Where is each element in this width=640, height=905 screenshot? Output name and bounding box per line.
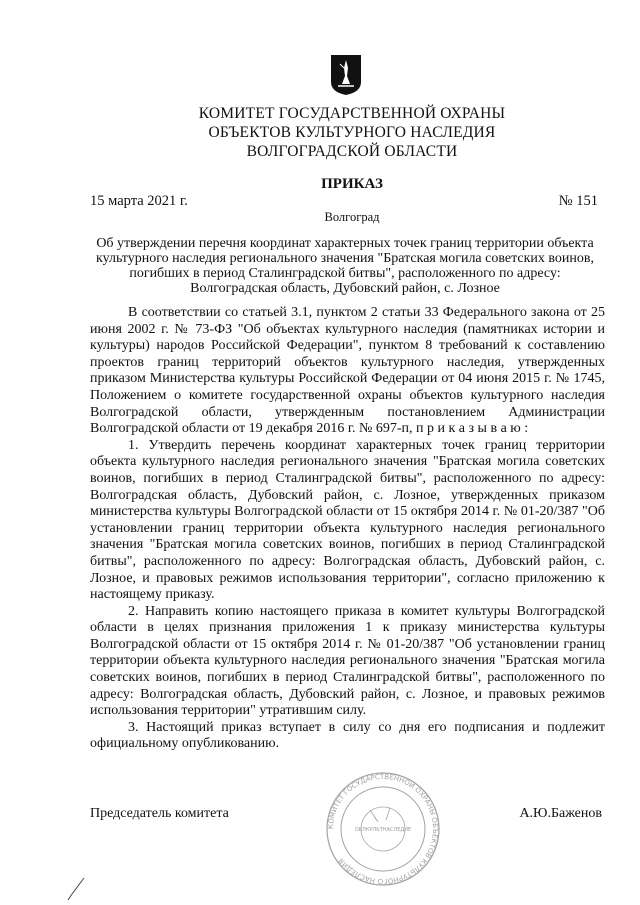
org-line: КОМИТЕТ ГОСУДАРСТВЕННОЙ ОХРАНЫ [198, 105, 506, 122]
order-city: Волгоград [324, 210, 380, 224]
seal-center-text: ОБЛКУЛЬТНАСЛЕДИЕ [354, 827, 412, 833]
org-line: ОБЪЕКТОВ КУЛЬТУРНОГО НАСЛЕДИЯ [208, 124, 496, 141]
order-subject: Об утверждении перечня координат характерных точек границ территории объекта культурного наследия регионального значения "Братская могила советских воинов, погибших в период Сталинградской битвы", расположенного по адресу: Волгоградская область, Дубовский район, с. Лозное [95, 236, 595, 296]
margin-mark-icon [62, 876, 92, 902]
seal-text: КОМИТЕТ ГОСУДАРСТВЕННОЙ ОХРАНЫ ОБЪЕКТОВ КУЛЬТУРНОГО НАСЛЕДИЯ [326, 772, 440, 886]
signer-position: Председатель комитета [90, 806, 229, 821]
seal-stamp-icon [318, 770, 448, 888]
order-number: № 151 [558, 193, 598, 209]
order-body [90, 305, 605, 753]
item-paragraph: 3. Настоящий приказ вступает в силу со дня его подписания и подлежит официальному опубликованию. [90, 719, 605, 752]
order-date: 15 марта 2021 г. [90, 193, 188, 209]
preamble-paragraph: В соответствии со статьей 3.1, пунктом 2 статьи 33 Федерального закона от 25 июня 2002 г. № 73-ФЗ "Об объектах культурного наследия (памятниках истории и культуры) народов Российской Федерации", пунктом 8 требований к составлению проектов границ территорий объектов культурного наследия, утвержденных приказом Министерства культуры Российской Федерации от 04 июня 2015 г. № 1745, Положением о комитете государственной охраны объектов культурного наследия Волгоградской области, утвержденным постановлением Администрации Волгоградской области от 19 декабря 2016 г. № 697-п, п р и к а з ы в а ю : [90, 305, 605, 437]
org-line: ВОЛГОГРАДСКОЙ ОБЛАСТИ [246, 143, 458, 160]
signer-name: А.Ю.Баженов [519, 806, 602, 821]
coat-of-arms-icon [330, 54, 362, 96]
item-paragraph: 1. Утвердить перечень координат характерных точек границ территории объекта культурного наследия регионального значения "Братская могила советских воинов, погибших в период Сталинградской битвы", расположенного по адресу: Волгоградская область, Дубовский район, с. Лозное, утвержденных приказом министерства культуры Волгоградской области от 15 октября 2014 г. № 01-20/387 "Об установлении границ территории объекта культурного наследия регионального значения "Братская могила советских воинов, погибших в период Сталинградской битвы", расположенного по адресу: Волгоградская область, Дубовский район, с. Лозное, и правовых режимов использования территории", согласно приложению к настоящему приказу. [90, 437, 605, 603]
organization-name [0, 104, 640, 161]
item-paragraph: 2. Направить копию настоящего приказа в комитет культуры Волгоградской области в целях признания приложения 1 к приказу министерства культуры Волгоградской области от 15 октября 2014 г. № 01-20/387 "Об установлении границ территории объекта культурного наследия регионального значения "Братская могила советских воинов, погибших в период Сталинградской битвы", расположенного по адресу: Волгоградская область, Дубовский район, с. Лозное, и правовых режимов использования территории" утратившим силу. [90, 603, 605, 719]
order-title: ПРИКАЗ [321, 176, 383, 192]
